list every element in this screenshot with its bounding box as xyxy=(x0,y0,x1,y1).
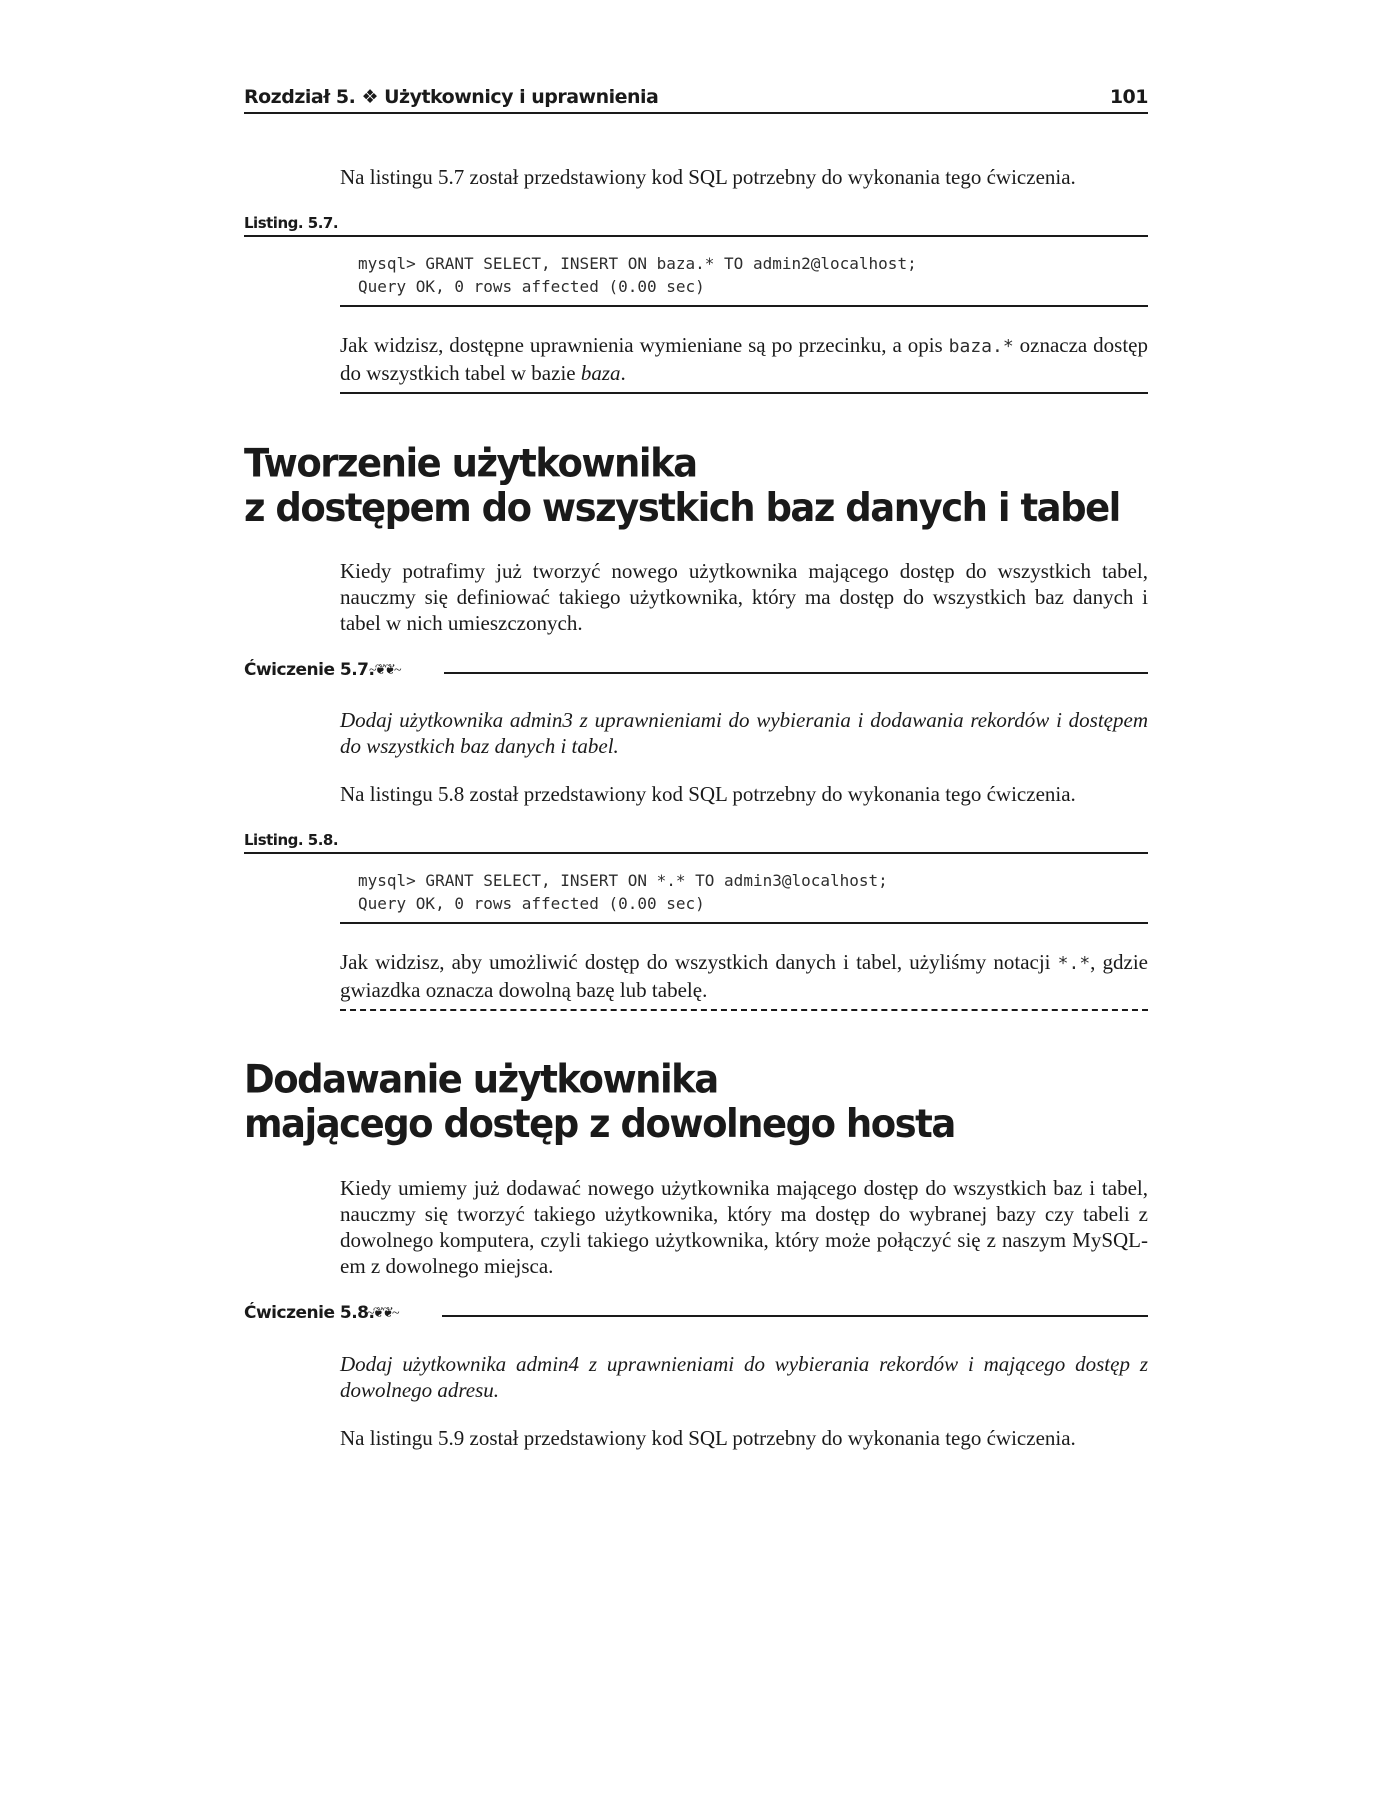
section-heading xyxy=(244,442,1164,530)
inline-code: *.* xyxy=(1057,953,1091,974)
listing-5-8-label: Listing. 5.8. xyxy=(244,831,339,849)
listing-5-9-intro: Na listingu 5.9 został przedstawiony kod SQL potrzebny do wykonania tego ćwiczenia. xyxy=(340,1426,1076,1450)
listing-5-8-explanation xyxy=(340,949,1148,1003)
section-end-rule xyxy=(340,392,1148,394)
page-number: 101 xyxy=(1109,86,1148,108)
exercise-header xyxy=(244,1303,1148,1327)
listing-5-7-label: Listing. 5.7. xyxy=(244,214,339,232)
text-run: Jak widzisz, dostępne uprawnienia wymieniane są po przecinku, a opis xyxy=(340,333,949,357)
listing-5-7-intro: Na listingu 5.7 został przedstawiony kod SQL potrzebny do wykonania tego ćwiczenia. xyxy=(340,165,1076,189)
heading-line: Tworzenie użytkownika xyxy=(244,440,697,487)
exercise-text: Dodaj użytkownika admin3 z uprawnieniami do wybierania i dodawania rekordów i dostępem do wszystkich baz danych i tabel. xyxy=(340,708,1148,758)
code-line: Query OK, 0 rows affected (0.00 sec) xyxy=(358,277,705,296)
section-intro: Kiedy potrafimy już tworzyć nowego użytkownika mającego dostęp do wszystkich tabel, nauczmy się definiować takiego użytkownika, który ma dostęp do wszystkich baz danych i tabel w nich umieszczonych. xyxy=(340,559,1148,635)
exercise-label: Ćwiczenie 5.7. xyxy=(244,660,375,680)
listing-5-7-explanation xyxy=(340,332,1148,386)
listing-5-8-top-rule xyxy=(244,852,1148,854)
section-end-rule xyxy=(340,1009,1148,1011)
running-header xyxy=(244,86,1148,114)
chapter-title: Rozdział 5. ❖ Użytkownicy i uprawnienia xyxy=(244,86,659,108)
text-run: . xyxy=(620,361,626,385)
text-run: , gdzie gwiazdka oznacza dowolną bazę lub tabelę. xyxy=(340,950,1149,1002)
heading-line: Dodawanie użytkownika xyxy=(244,1056,718,1103)
code-line: mysql> GRANT SELECT, INSERT ON *.* TO admin3@localhost; xyxy=(358,871,888,890)
listing-5-8-intro: Na listingu 5.8 został przedstawiony kod SQL potrzebny do wykonania tego ćwiczenia. xyxy=(340,782,1076,806)
code-line: Query OK, 0 rows affected (0.00 sec) xyxy=(358,894,705,913)
text-run: Jak widzisz, aby umożliwić dostęp do wszystkich danych i tabel, użyliśmy notacji xyxy=(340,950,1058,974)
text-run: oznacza dostęp do wszystkich tabel w bazie xyxy=(340,333,1149,385)
italic-term: baza xyxy=(580,361,621,385)
inline-code: baza.* xyxy=(948,336,1014,357)
listing-5-8-code xyxy=(358,869,1138,915)
ornament-icon: ~❦❦~ xyxy=(369,663,400,678)
section-intro: Kiedy umiemy już dodawać nowego użytkownika mającego dostęp do wszystkich baz i tabel, nauczmy się tworzyć takiego użytkownika, który ma dostęp do wybranej bazy czy tabeli z dowolnego komputera, czyli takiego użytkownika, który może połączyć się z naszym MySQL-em z dowolnego miejsca. xyxy=(340,1176,1148,1278)
exercise-label: Ćwiczenie 5.8. xyxy=(244,1303,375,1323)
listing-5-7-bottom-rule xyxy=(340,305,1148,307)
listing-5-7-top-rule xyxy=(244,235,1148,237)
heading-line: z dostępem do wszystkich baz danych i tabel xyxy=(244,485,1120,531)
exercise-header xyxy=(244,660,1148,684)
listing-5-8-bottom-rule xyxy=(340,922,1148,924)
code-line: mysql> GRANT SELECT, INSERT ON baza.* TO admin2@localhost; xyxy=(358,254,917,273)
heading-line: mającego dostęp z dowolnego hosta xyxy=(244,1101,955,1147)
ornament-icon: ~❦❦~ xyxy=(367,1306,398,1321)
section-heading xyxy=(244,1058,1164,1146)
exercise-rule xyxy=(444,672,1148,674)
exercise-rule xyxy=(442,1315,1148,1317)
exercise-text: Dodaj użytkownika admin4 z uprawnieniami do wybierania rekordów i mającego dostęp z dowolnego adresu. xyxy=(340,1352,1148,1402)
listing-5-7-code xyxy=(358,252,1138,298)
